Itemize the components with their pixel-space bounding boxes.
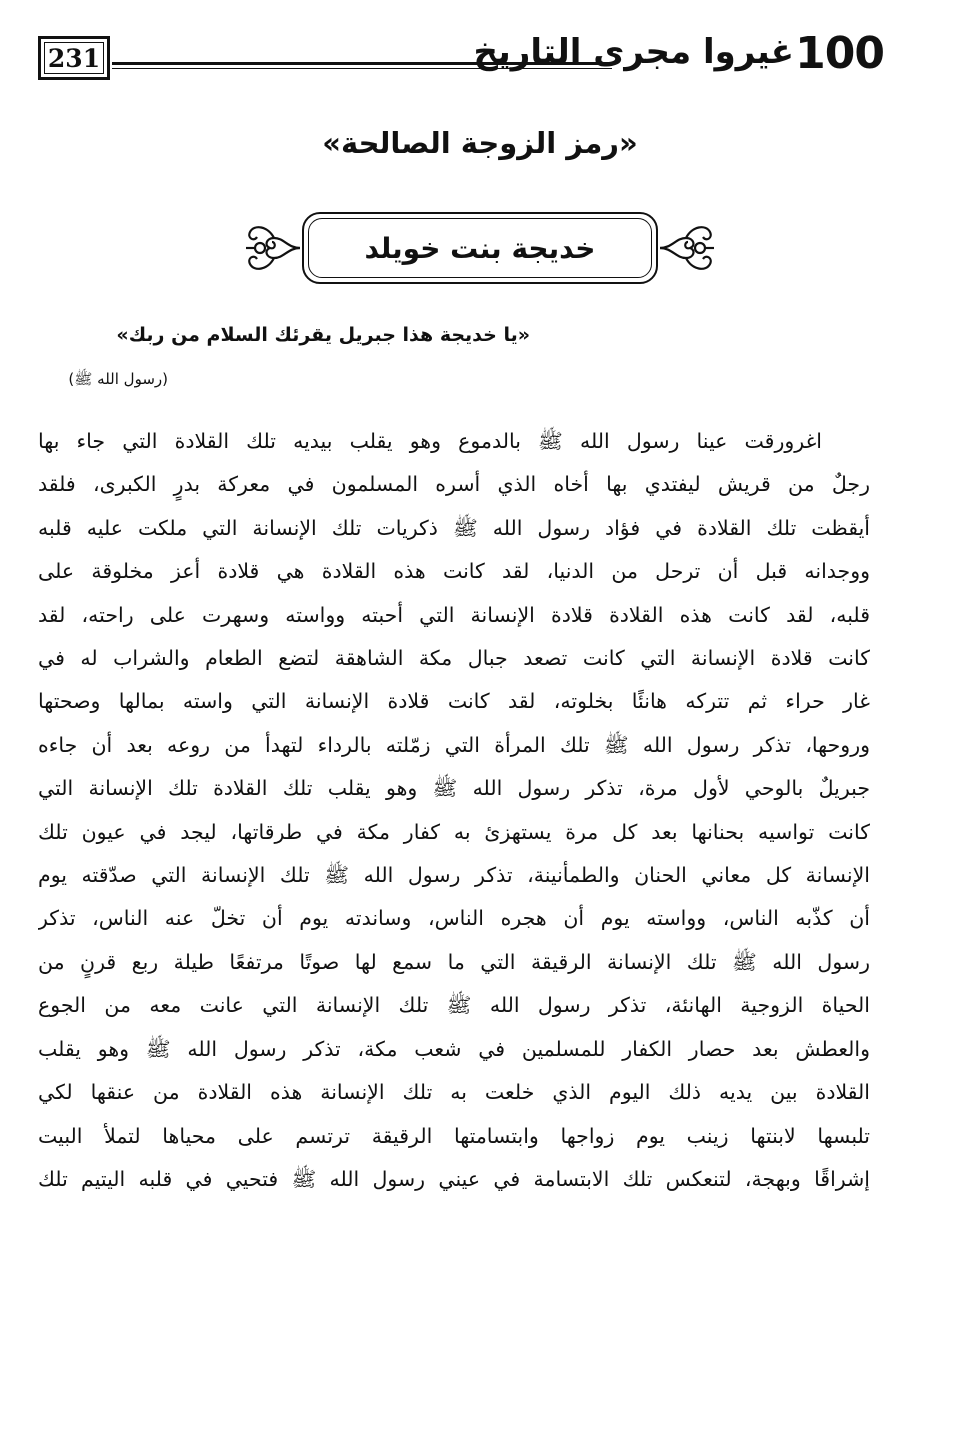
body-line: جبريلٌ بالوحي لأول مرة، تذكر رسول الله ﷺ وهو يقلب تلك القلادة تلك الإنسانة التي [38,776,870,801]
banner-title: خديجة بنت خويلد [364,231,596,265]
page-header [38,28,884,90]
body-line: كانت قلادة الإنسانة التي كانت تصعد جبال مكة الشاهقة لتضع الطعام والشراب له في [38,646,870,671]
body-line: كانت تواسيه بحنانها بعد كل مرة يستهزئ به كفار مكة في طرقاتها، ليجد في عيون تلك [38,819,870,844]
body-line: اغرورقت عينا رسول الله ﷺ بالدموع وهو يقلب بيديه تلك القلادة التي جاء بها [38,429,822,453]
body-line: إشراقًا وبهجة، لتنعكس تلك الابتسامة في عيني رسول الله ﷺ فتحيي في قلبه اليتيم تلك [38,1166,870,1191]
book-title: غيروا مجرى التاريخ [473,32,794,72]
body-line: تلبسها لابنتها زينب يوم زواجها وابتسامتها الرقيقة ترتسم على محياها لتملأ البيت [38,1123,870,1148]
body-line: وروحها، تذكر رسول الله ﷺ تلك المرأة التي زمّلته بالرداء لتهدأ من روعه بعد أن جاءه [38,732,870,757]
hadith-quote: «يا خديجة هذا جبريل يقرئك السلام من ربك» [116,324,530,346]
body-line: رسول الله ﷺ تلك الإنسانة الرقيقة التي ما سمع لها صوتًا مرتفعًا طيلة ربع قرنٍ من [38,949,870,974]
body-line: أيقظت تلك القلادة في فؤاد رسول الله ﷺ ذكريات تلك الإنسانة التي ملكت عليه قلبه [38,515,870,540]
scroll-ornament-icon [658,216,716,280]
quote-attribution: (رسول الله ﷺ) [68,370,168,388]
body-line: أن كذّبه الناس، وواسته يوم أن هجره الناس، وساندته يوم أن تخلّ عنه الناس، تذكر [38,906,870,931]
scroll-ornament-icon [244,216,302,280]
book-number: 100 [795,28,884,79]
body-paragraph [38,420,870,1201]
name-banner [244,206,716,290]
page-number: 231 [47,43,101,73]
body-line: القلادة بين يديه ذلك اليوم الذي خلعت به تلك الإنسانة هذه القلادة من عنقها لكي [38,1080,870,1105]
body-line: ووجدانه قبل أن ترحل من الدنيا، لقد كانت هذه القلادة هي قلادة أعز مخلوقة على [38,559,870,584]
body-line: رجلٌ من قريش ليفتدي بها أخاه الذي أسره المسلمون في معركة بدرٍ الكبرى، فلقد [38,472,870,497]
page-number-box [38,36,110,80]
body-line: الإنسانة كل معاني الحنان والطمأنينة، تذكر رسول الله ﷺ تلك الإنسانة التي صدّقته يوم [38,863,870,888]
body-line: والعطش بعد حصار الكفار للمسلمين في شعب مكة، تذكر رسول الله ﷺ وهو يقلب [38,1036,870,1061]
body-line: الحياة الزوجية الهانئة، تذكر رسول الله ﷺ تلك الإنسانة التي عانت معه من الجوع [38,993,870,1018]
chapter-title: «رمز الزوجة الصالحة» [322,126,638,160]
body-line: قلبه، لقد كانت هذه القلادة قلادة الإنسانة التي أحبته وواسته وسهرت على راحته، لقد [38,602,870,627]
banner-frame [302,212,658,284]
body-line: غار حراء ثم تتركه هانئًا بخلوته، لقد كانت قلادة الإنسانة التي واسته بمالها وصحتها [38,689,870,714]
